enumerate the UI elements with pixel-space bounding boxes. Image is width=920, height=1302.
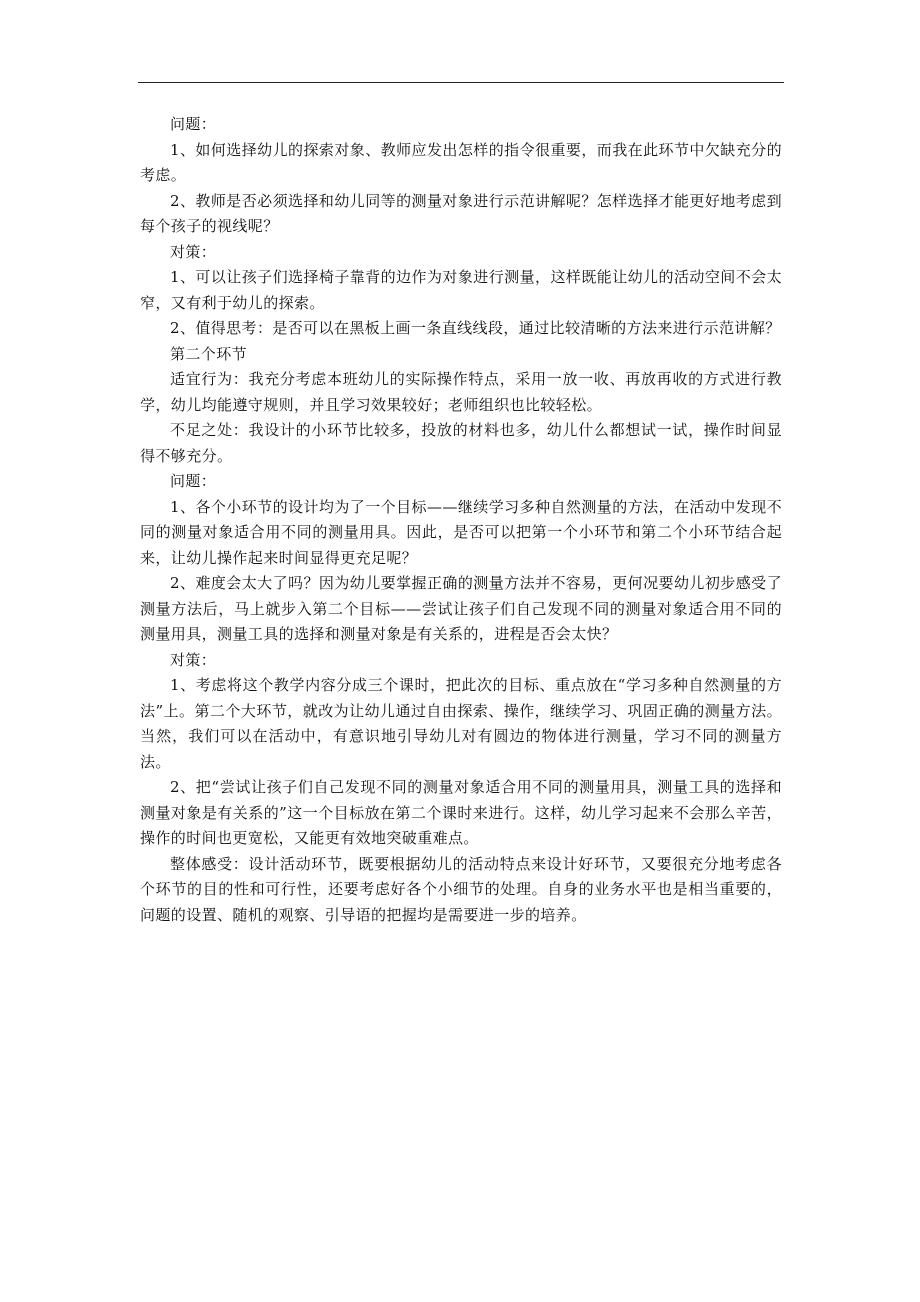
paragraph-question-1-2: 2、教师是否必须选择和幼儿同等的测量对象进行示范讲解呢？怎样选择才能更好地考虑到每个孩子的视线呢？ bbox=[140, 191, 782, 235]
paragraph-question-2-1: 1、各个小环节的设计均为了一个目标——继续学习多种自然测量的方法，在活动中发现不同的测量对象适合用不同的测量用具。因此，是否可以把第一个小环节和第二个小环节结合起来，让幼儿操作起来时间显得更充足呢？ bbox=[140, 497, 782, 567]
paragraph-strategy-2-1: 1、考虑将这个教学内容分成三个课时，把此次的目标、重点放在“学习多种自然测量的方法”上。第二个大环节，就改为让幼儿通过自由探索、操作，继续学习、巩固正确的测量方法。当然，我们可以在活动中，有意识地引导幼儿对有圆边的物体进行测量，学习不同的测量方法。 bbox=[140, 676, 782, 771]
paragraph-section-second-link: 第二个环节 bbox=[170, 344, 248, 363]
document-body bbox=[140, 112, 782, 928]
header-rule bbox=[138, 82, 784, 83]
paragraph-appropriate-behavior: 适宜行为：我充分考虑本班幼儿的实际操作特点，采用一放一收、再放再收的方式进行教学，幼儿均能遵守规则，并且学习效果较好；老师组织也比较轻松。 bbox=[140, 370, 782, 414]
paragraph-strategy-2-2: 2、把“尝试让孩子们自己发现不同的测量对象适合用不同的测量用具，测量工具的选择和测量对象是有关系的”这一个目标放在第二个课时来进行。这样，幼儿学习起来不会那么辛苦，操作的时间也更宽松，又能更有效地突破重难点。 bbox=[140, 778, 782, 847]
paragraph-shortcomings: 不足之处：我设计的小环节比较多，投放的材料也多，幼儿什么都想试一试，操作时间显得不够充分。 bbox=[140, 421, 782, 465]
paragraph-question-heading-2: 问题： bbox=[170, 472, 217, 490]
paragraph-strategy-heading-2: 对策： bbox=[170, 650, 217, 669]
paragraph-question-2-2: 2、难度会太大了吗？因为幼儿要掌握正确的测量方法并不容易，更何况要幼儿初步感受了测量方法后，马上就步入第二个目标——尝试让孩子们自己发现不同的测量对象适合用不同的测量用具，测量工具的选择和测量对象是有关系的，进程是否会太快？ bbox=[140, 574, 782, 643]
paragraph-lead-label: 适宜行为： bbox=[170, 370, 249, 388]
paragraph-question-heading-1: 问题： bbox=[170, 115, 217, 133]
paragraph-strategy-1-2: 2、值得思考：是否可以在黑板上画一条直线线段，通过比较清晰的方法来进行示范讲解？ bbox=[170, 319, 781, 337]
paragraph-overall-feeling: 整体感受：设计活动环节，既要根据幼儿的活动特点来设计好环节，又要很充分地考虑各个环节的目的性和可行性，还要考虑好各个小细节的处理。自身的业务水平也是相当重要的，问题的设置、随机的观察、引导语的把握均是需要进一步的培养。 bbox=[140, 854, 782, 924]
paragraph-lead-label: 不足之处： bbox=[170, 421, 249, 439]
paragraph-lead-label: 整体感受： bbox=[170, 854, 249, 873]
paragraph-strategy-1-1: 1、可以让孩子们选择椅子靠背的边作为对象进行测量，这样既能让幼儿的活动空间不会太窄，又有利于幼儿的探索。 bbox=[140, 268, 782, 312]
paragraph-strategy-heading-1: 对策： bbox=[170, 242, 217, 261]
paragraph-question-1-1: 1、如何选择幼儿的探索对象、教师应发出怎样的指令很重要，而我在此环节中欠缺充分的考虑。 bbox=[140, 140, 782, 184]
